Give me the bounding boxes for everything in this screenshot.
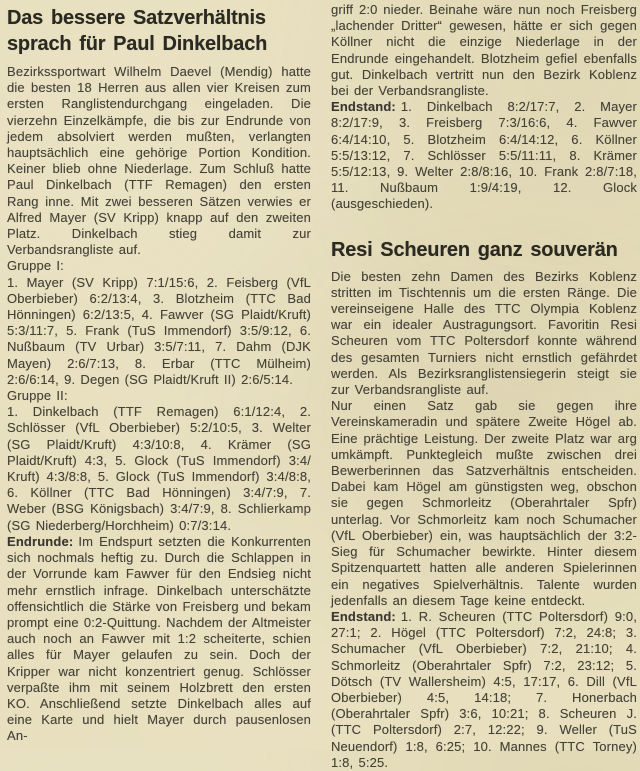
- gruppe1-label: Gruppe I:: [7, 258, 64, 274]
- women-paragraph-1: Die besten zehn Damen des Bezirks Koblenz stritten im Tischtennis um die ersten Ränge. Die vereinseigene Halle des TTC Olympia Koblenz war ein idealer Austragungsort. Favoritin Resi Scheuren vom TTC Poltersdorf konnte während des gesamten Turniers nicht ernstlich gefährdet werden. Als Bezirksranglistensiegerin steigt sie zur Verbandsrangliste auf.: [331, 268, 637, 398]
- gruppe2-label: Gruppe II:: [7, 388, 68, 404]
- women-endstand-paragraph: [331, 609, 637, 771]
- men-intro-paragraph: Bezirkssportwart Wilhelm Daevel (Mendig) hatte die besten 18 Herren aus allen vier Kreisen zum ersten Ranglistendurchgang eingeladen. Die vierzehn Einzelkämpfe, die bis zur Endrunde von jedem absolviert werden mußten, verlangten hauptsächlich eine gehörige Portion Kondition. Keiner blieb ohne Niederlage. Zum Schluß hatte Paul Dinkelbach (TTF Remagen) den ersten Rang inne. Mit zwei besseren Sätzen verwies er Alfred Mayer (SV Kripp) knapp auf den zweiten Platz. Dinkelbach stieg damit zur Verbandsrangliste auf.: [7, 64, 311, 258]
- women-paragraph-2: Nur einen Satz gab sie gegen ihre Vereinskameradin und spätere Zweite Högel ab. Eine prächtige Leistung. Der zweite Platz war arg umkämpft. Punktegleich mußte zwischen drei Bewerberinnen das Satzverhältnis entscheiden. Dabei kam Högel am günstigsten weg, obschon sie gegen Schmorleitz (Oberahrtaler Spfr) unterlag. Vor Schmorleitz kam noch Schumacher (VfL Oberbieber) ein, was hauptsächlich der 3:2-Sieg für Schumacher bewirkte. Hinter diesem Spitzenquartett hatten alle anderen Spielerinnen ein negatives Spielverhältnis. Talente wurden jedenfalls an diesem Tage keine entdeckt.: [331, 398, 637, 608]
- headline-women-ranking: Resi Scheuren ganz souverän: [331, 238, 618, 261]
- column-right: [331, 2, 637, 771]
- men-endstand-label: Endstand:: [331, 99, 396, 115]
- headline-men-ranking: Das bessere Satzverhältnis sprach für Paul Dinkelbach: [7, 7, 268, 55]
- gruppe2-results: 1. Dinkelbach (TTF Remagen) 6:1/12:4, 2. Schlösser (VfL Oberbieber) 5:2/10:5, 3. Welter (SG Plaidt/Kruft) 4:3/10:8, 4. Krämer (SG Plaidt/Kruft) 4:3, 5. Glock (TuS Immendorf) 3:4/ Kruft) 4:3/8:8, 5. Glock (TuS Immendorf) 3:4/8:8, 6. Köllner (TTC Bad Hönningen) 3:4/7:9, 7. Weber (BSG Königsbach) 3:4/7:9, 8. Schlierkamp (SG Niederberg/Horchheim) 0:7/3:14.: [7, 404, 311, 533]
- endrunde-label: Endrunde:: [7, 533, 74, 549]
- column-left: [7, 3, 311, 745]
- endrunde-paragraph: [7, 534, 311, 745]
- gruppe1-results: 1. Mayer (SV Kripp) 7:1/15:6, 2. Feisberg (VfL Oberbieber) 6:2/13:4, 3. Blotzheim (TTC Bad Hönningen) 6:2/13:5, 4. Fawver (SG Plaidt/Kruft) 5:3/11:7, 5. Frank (TuS Immendorf) 3:5/9:12, 6. Nußbaum (TV Urbar) 3:5/7:11, 7. Dahm (DJK Mayen) 2:6/7:13, 8. Erbar (TTC Mülheim) 2:6/6:14, 9. Degen (SG Plaidt/Kruft II) 2:6/5:14.: [7, 274, 311, 387]
- men-continuation-paragraph: griff 2:0 nieder. Beinahe wäre nun noch Freisberg „lachender Dritter“ gewesen, hätte er sich gegen Köllner nicht die einzige Niederlage in der Endrunde eingehandelt. Blotzheim gefiel ebenfalls gut. Dinkelbach vertritt nun den Bezirk Koblenz bei der Verbandsrangliste.: [331, 2, 637, 99]
- endrunde-text: Im Endspurt setzten die Konkurrenten sich nochmals heftig zu. Durch die Schlappen in der Vorrunde kam Fawver für den Endsieg nicht mehr ernstlich infrage. Dinkelbach unterschätzte offensichtlich die Stärke von Freisberg und bekam prompt eine 0:2-Quittung. Nachdem der Altmeister auch noch an Fawver mit 1:2 scheiterte, schien alles für Mayer gelaufen zu sein. Doch der Kripper war nicht konzentriert genug. Schlösser verpaßte ihm mit seinem Holzbrett den ersten KO. Anschließend setzte Dinkelbach alles auf eine Karte und hielt Mayer durch pausenlosen An-: [7, 533, 311, 744]
- men-endstand-text: 1. Dinkelbach 8:2/17:7, 2. Mayer 8:2/17:9, 3. Freisberg 7:3/16:6, 4. Fawver 6:4/14:10, 5. Blotzheim 6:4/14:12, 6. Köllner 5:5/13:12, 7. Schlösser 5:5/11:11, 8. Krämer 5:5/12:13, 9. Welter 2:8/8:16, 10. Frank 2:8/7:18, 11. Nußbaum 1:9/4:19, 12. Glock (ausgeschieden).: [331, 99, 637, 212]
- women-endstand-label: Endstand:: [331, 608, 396, 624]
- women-endstand-text: 1. R. Scheuren (TTC Poltersdorf) 9:0, 27:1; 2. Högel (TTC Poltersdorf) 7:2, 24:8; 3. Schumacher (VfL Oberbieber) 7:2, 21:10; 4. Schmorleitz (Oberahrtaler Spfr) 7:2, 23:12; 5. Dötsch (TV Wallersheim) 4:5, 17:17, 6. Dill (VfL Oberbieber) 4:5, 14:18; 7. Honerbach (Oberahrtaler Spfr) 3:6, 10:21; 8. Scheuren J. (TTC Poltersdorf) 2:7, 12:22; 9. Weller (TuS Neuendorf) 1:8, 6:25; 10. Mannes (TTC Torney) 1:8, 5:25.: [331, 608, 637, 770]
- men-endstand-paragraph: [331, 99, 637, 212]
